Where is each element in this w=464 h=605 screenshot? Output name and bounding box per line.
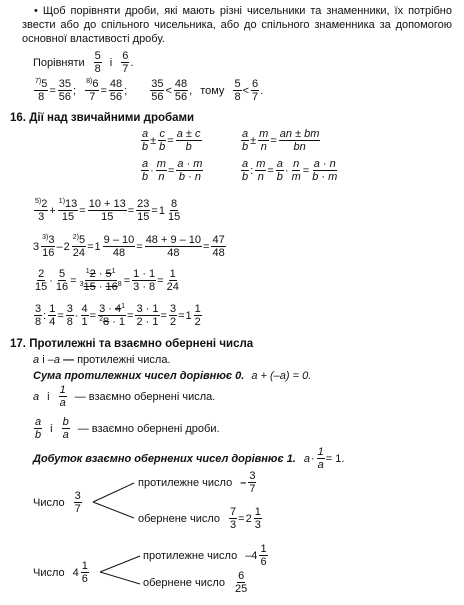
formula-add-diff: $\frac{a}{b}$ ± $\frac{m}{n}$ = $\frac{an \pm bm}{bn}$ xyxy=(242,128,320,153)
formula-multiply: $\frac{a}{b}$ · $\frac{m}{n}$ = $\frac{a \cdot m}{b \cdot n}$ xyxy=(142,158,203,183)
formula-divide: $\frac{a}{b}$ : $\frac{m}{n}$ = $\frac{a}{b}$ · $\frac{n}{m}$ = $\frac{a \cdot n}{b \cdot m}$ xyxy=(242,158,338,183)
dash: — xyxy=(63,354,75,366)
section-number: 16. xyxy=(10,112,26,124)
inverse-result-1: обернене число $\frac{7}{3}$ = 2 $\frac{1}{3}$ xyxy=(138,506,261,531)
example-addition: $\frac{^{5)}2}{3}$ + $\frac{^{1)}13}{15}$ = $\frac{10 + 13}{15}$ = $\frac{23}{15}$ = 1 $\frac{8}{15}$ xyxy=(35,198,181,223)
fraction: $\frac{5}{8}$ xyxy=(94,50,101,75)
var-a: a xyxy=(33,354,40,366)
example-subtraction: 3 $\frac{^{3)}3}{16}$ – 2 $\frac{^{2)}5}{24}$ = 1 $\frac{9 - 10}{48}$ = $\frac{48 + 9 - 10}{48}$ = $\frac{47}{48}$ xyxy=(33,234,225,259)
inverse-result-2: обернене число $\frac{6}{25}$ xyxy=(143,570,248,595)
inverse-fractions-text: — взаємно обернені дроби. xyxy=(77,422,220,435)
formula-add-same: $\frac{a}{b}$ ± $\frac{c}{b}$ = $\frac{a \pm c}{b}$ xyxy=(142,128,201,153)
number-label: Число xyxy=(33,496,65,509)
rule-text: Сума протилежних чисел дорівнює 0. xyxy=(33,370,245,382)
intro-text: Щоб порівняти дроби, які мають різні чисельники та знаменники, їх потрібно звести або до спільного чисельника, або до спільного знаменника за допомогою основної властивості дробу. xyxy=(22,5,453,45)
rule-sum-opposites xyxy=(33,370,311,383)
opposite-result-2: протилежне число –4 $\frac{1}{6}$ xyxy=(143,543,267,568)
fraction: $\frac{6}{7}$ xyxy=(122,50,129,75)
section-17-heading xyxy=(10,338,253,351)
number-example-1: Число $\frac{3}{7}$ xyxy=(33,490,81,515)
inverse-numbers-text: — взаємно обернені числа. xyxy=(74,390,216,403)
inverse-fractions-line: $\frac{a}{b}$ і $\frac{b}{a}$ — взаємно обернені дроби. xyxy=(35,416,220,441)
and-word: і xyxy=(42,354,45,366)
section-16-heading xyxy=(10,112,194,125)
section-title: Дії над звичайними дробами xyxy=(29,112,195,124)
compare-line: Порівняти $\frac{5}{8}$ і $\frac{6}{7}$ . xyxy=(33,50,134,75)
compare-label: Порівняти xyxy=(33,56,85,69)
opposite-text: протилежні числа. xyxy=(77,354,171,366)
inverse-label: обернене число xyxy=(138,512,221,525)
example-multiplication: $\frac{2}{15}$ · $\frac{5}{16}$ = $\frac{^12 \cdot 5^1}{^315 \cdot 16^8}$ = $\frac{1 \cdot 1}{3 \cdot 8}$ = $\frac{1}{24}$ xyxy=(35,268,179,293)
opposite-label: протилежне число xyxy=(143,549,238,562)
rule-text: Добуток взаємно обернених чисел дорівнює 1. xyxy=(33,452,296,465)
number-label: Число xyxy=(33,566,65,579)
rule-formula: a + (–a) = 0. xyxy=(251,370,312,382)
var-neg-a: –a xyxy=(47,354,60,366)
example-division: $\frac{3}{8}$ : $\frac{1}{4}$ = $\frac{3}{8}$ · $\frac{4}{1}$ = $\frac{3 \cdot 4^1}{^28 \cdot 1}$ = $\frac{3 \cdot 1}{2 \cdot 1}$ = $\frac{3}{2}$ = 1 $\frac{1}{2}$ xyxy=(35,303,201,328)
opposite-line xyxy=(33,354,171,367)
section-number: 17. xyxy=(10,338,26,350)
opposite-label: протилежне число xyxy=(138,476,233,489)
section-title: Протилежні та взаємно обернені числа xyxy=(29,338,254,350)
intro-paragraph xyxy=(22,4,452,46)
compare-solution: $\frac{^{7)}5}{8}$ = $\frac{35}{56}$ ; $\frac{^{8)}6}{7}$ = $\frac{48}{56}$ ; $\frac{35}{56}$ < $\frac{48}{56}$ , тому $\frac{5}{8}$ < $\frac{6}{7}$ . xyxy=(35,78,264,103)
and-word: і xyxy=(109,56,113,69)
inverse-label: обернене число xyxy=(143,576,226,589)
number-example-2: Число 4 $\frac{1}{6}$ xyxy=(33,560,88,585)
inverse-numbers-line: a і $\frac{1}{a}$ — взаємно обернені числа. xyxy=(33,384,216,409)
tomu-word: тому xyxy=(200,84,225,97)
opposite-result-1: протилежне число – $\frac{3}{7}$ xyxy=(138,470,256,495)
bullet: • xyxy=(34,5,38,17)
rule-product-inverses: Добуток взаємно обернених чисел дорівнює 1. a · $\frac{1}{a}$ = 1. xyxy=(33,446,345,471)
